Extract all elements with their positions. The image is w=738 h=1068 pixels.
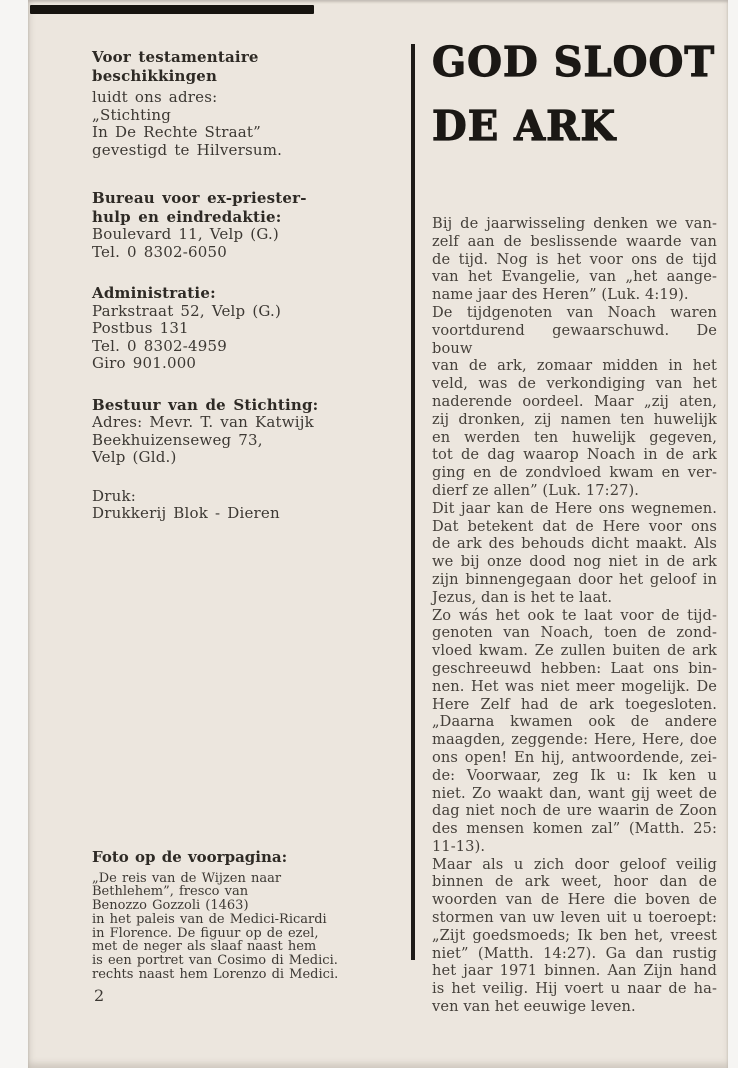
text-line: hulp en eindredaktie:	[92, 207, 282, 226]
column-divider	[411, 44, 415, 960]
text-line: Giro 901.000	[92, 354, 197, 372]
article-paragraph	[432, 607, 717, 856]
text-line: GOD SLOOT	[432, 37, 716, 87]
text-line: Foto op de voorpagina:	[92, 848, 288, 866]
article-body	[432, 215, 717, 1016]
text-line: 11-13).	[432, 837, 486, 855]
block-heading	[92, 284, 352, 303]
text-line: in het paleis van de Medici-Ricardi	[92, 911, 327, 927]
block-text	[92, 505, 352, 523]
text-line: Maar als u zich door geloof veilig	[432, 855, 717, 873]
article-paragraph	[432, 856, 717, 1016]
article-paragraph	[432, 500, 717, 607]
article-title	[432, 30, 715, 159]
text-line: niet. Zo waakt dan, want gij weet de	[432, 784, 717, 802]
text-line: de ark des behouds dicht maakt. Als	[432, 535, 717, 553]
text-line: veld, was de verkondiging van het	[432, 375, 717, 393]
text-line: ven van het eeuwige leven.	[432, 998, 636, 1016]
text-line: Tel. 0 8302-6050	[92, 242, 227, 261]
page	[28, 0, 728, 1068]
text-line: genoten van Noach, toen de zond-	[432, 624, 717, 642]
text-line: Tel. 0 8302-4959	[92, 336, 227, 355]
page-number: 2	[94, 986, 105, 1005]
block-text	[92, 226, 352, 261]
text-line: woorden van de Here die boven de	[432, 891, 717, 909]
text-line: is een portret van Cosimo di Medici.	[92, 953, 338, 969]
text-line: Bureau voor ex-priester-	[92, 189, 307, 207]
text-line: maagden, zeggende: Here, Here, doe	[432, 731, 717, 749]
text-line: en werden ten huwelijk gegeven,	[432, 428, 717, 446]
block-heading	[92, 48, 352, 85]
text-line: gevestigd te Hilversum.	[92, 140, 283, 159]
text-line: van het Evangelie, van „het aange-	[432, 268, 717, 286]
text-line: zij dronken, zij namen ten huwelijk	[432, 410, 717, 428]
text-line: Postbus 131	[92, 319, 189, 337]
text-line: De tijdgenoten van Noach waren	[432, 303, 717, 321]
foto-voorpagina-block	[92, 848, 392, 982]
text-line: name jaar des Heren” (Luk. 4:19).	[432, 286, 689, 304]
text-line: Dit jaar kan de Here ons wegnemen.	[432, 499, 717, 517]
text-line: Parkstraat 52, Velp (G.)	[92, 301, 282, 320]
text-line: Boulevard 11, Velp (G.)	[92, 225, 279, 243]
text-line: „Stichting	[92, 105, 172, 124]
text-line: Bestuur van de Stichting:	[92, 395, 319, 414]
bestuur-block	[92, 396, 352, 467]
text-line: niet” (Matth. 14:27). Ga dan rustig	[432, 944, 717, 962]
article-paragraph	[432, 215, 717, 304]
block-text	[92, 303, 352, 373]
text-line: naderende oordeel. Maar „zij aten,	[432, 392, 717, 410]
text-line: Adres: Mevr. T. van Katwijk	[92, 413, 314, 431]
text-line: ging en de zondvloed kwam en ver-	[432, 464, 717, 482]
text-line: zijn binnengegaan door het geloof in	[432, 570, 717, 588]
text-line: zelf aan de beslissende waarde van	[432, 232, 717, 250]
text-line: Bij de jaarwisseling denken we van-	[432, 215, 717, 232]
text-line: DE ARK	[432, 101, 617, 151]
administratie-block	[92, 284, 352, 373]
text-line: tot de dag waarop Noach in de ark	[432, 446, 717, 464]
text-line: van de ark, zomaar midden in het	[432, 357, 717, 375]
text-line: Voor testamentaire	[92, 48, 259, 66]
text-line: des mensen komen zal” (Matth. 25:	[432, 820, 717, 838]
text-line: Dat betekent dat de Here voor ons	[432, 517, 717, 535]
text-line: beschikkingen	[92, 66, 218, 85]
text-line: de tijd. Nog is het voor ons de tijd	[432, 250, 717, 268]
photo-caption	[92, 872, 392, 982]
block-text	[92, 414, 352, 467]
text-line: Here Zelf had de ark toegesloten.	[432, 695, 717, 713]
block-text	[92, 89, 352, 159]
testament-block	[92, 48, 352, 159]
druk-block	[92, 488, 352, 523]
text-line: de: Voorwaar, zeg Ik u: Ik ken u	[432, 766, 717, 784]
text-line: In De Rechte Straat”	[92, 123, 261, 141]
text-line: rechts naast hem Lorenzo di Medici.	[92, 967, 339, 983]
text-line: het jaar 1971 binnen. Aan Zijn hand	[432, 962, 717, 980]
text-line: dag niet noch de ure waarin de Zoon	[432, 802, 717, 820]
text-line: Administratie:	[92, 284, 216, 302]
text-line: ons open! En hij, antwoordende, zei-	[432, 748, 717, 766]
text-line: „Daarna kwamen ook de andere	[432, 713, 717, 731]
block-heading	[92, 488, 352, 506]
text-line: stormen van uw leven uit u toeroept:	[432, 909, 717, 927]
text-line: Druk:	[92, 486, 137, 505]
article-paragraph	[432, 304, 717, 500]
scan-artifact-bar	[30, 5, 314, 14]
text-line: luidt ons adres:	[92, 88, 218, 106]
text-line: binnen de ark weet, hoor dan de	[432, 873, 717, 891]
text-line: Zo wás het ook te laat voor de tijd-	[432, 606, 717, 624]
left-column	[92, 44, 352, 523]
block-heading	[92, 396, 352, 415]
text-line: Drukkerij Blok - Dieren	[92, 504, 280, 522]
text-line: „De reis van de Wijzen naar	[92, 870, 282, 886]
text-line: „Zijt goedsmoeds; Ik ben het, vreest	[432, 926, 717, 944]
text-line: nen. Het was niet meer mogelijk. De	[432, 677, 717, 695]
text-line: dierf ze allen” (Luk. 17:27).	[432, 481, 639, 499]
text-line: Jezus, dan is het te laat.	[432, 588, 613, 606]
text-line: Benozzo Gozzoli (1463)	[92, 898, 249, 914]
text-line: vloed kwam. Ze zullen buiten de ark	[432, 642, 717, 660]
text-line: in Florence. De figuur op de ezel,	[92, 925, 319, 941]
block-heading	[92, 848, 392, 867]
block-heading	[92, 189, 352, 226]
text-line: geschreeuwd hebben: Laat ons bin-	[432, 659, 717, 677]
text-line: met de neger als slaaf naast hem	[92, 939, 317, 955]
text-line: we bij onze dood nog niet in de ark	[432, 553, 717, 571]
text-line: Bethlehem”, fresco van	[92, 884, 249, 900]
text-line: Beekhuizenseweg 73,	[92, 430, 263, 449]
text-line: voortdurend gewaarschuwd. De bouw	[432, 321, 717, 357]
bureau-block	[92, 189, 352, 261]
text-line: is het veilig. Hij voert u naar de ha-	[432, 980, 717, 998]
text-line: Velp (Gld.)	[92, 448, 177, 466]
